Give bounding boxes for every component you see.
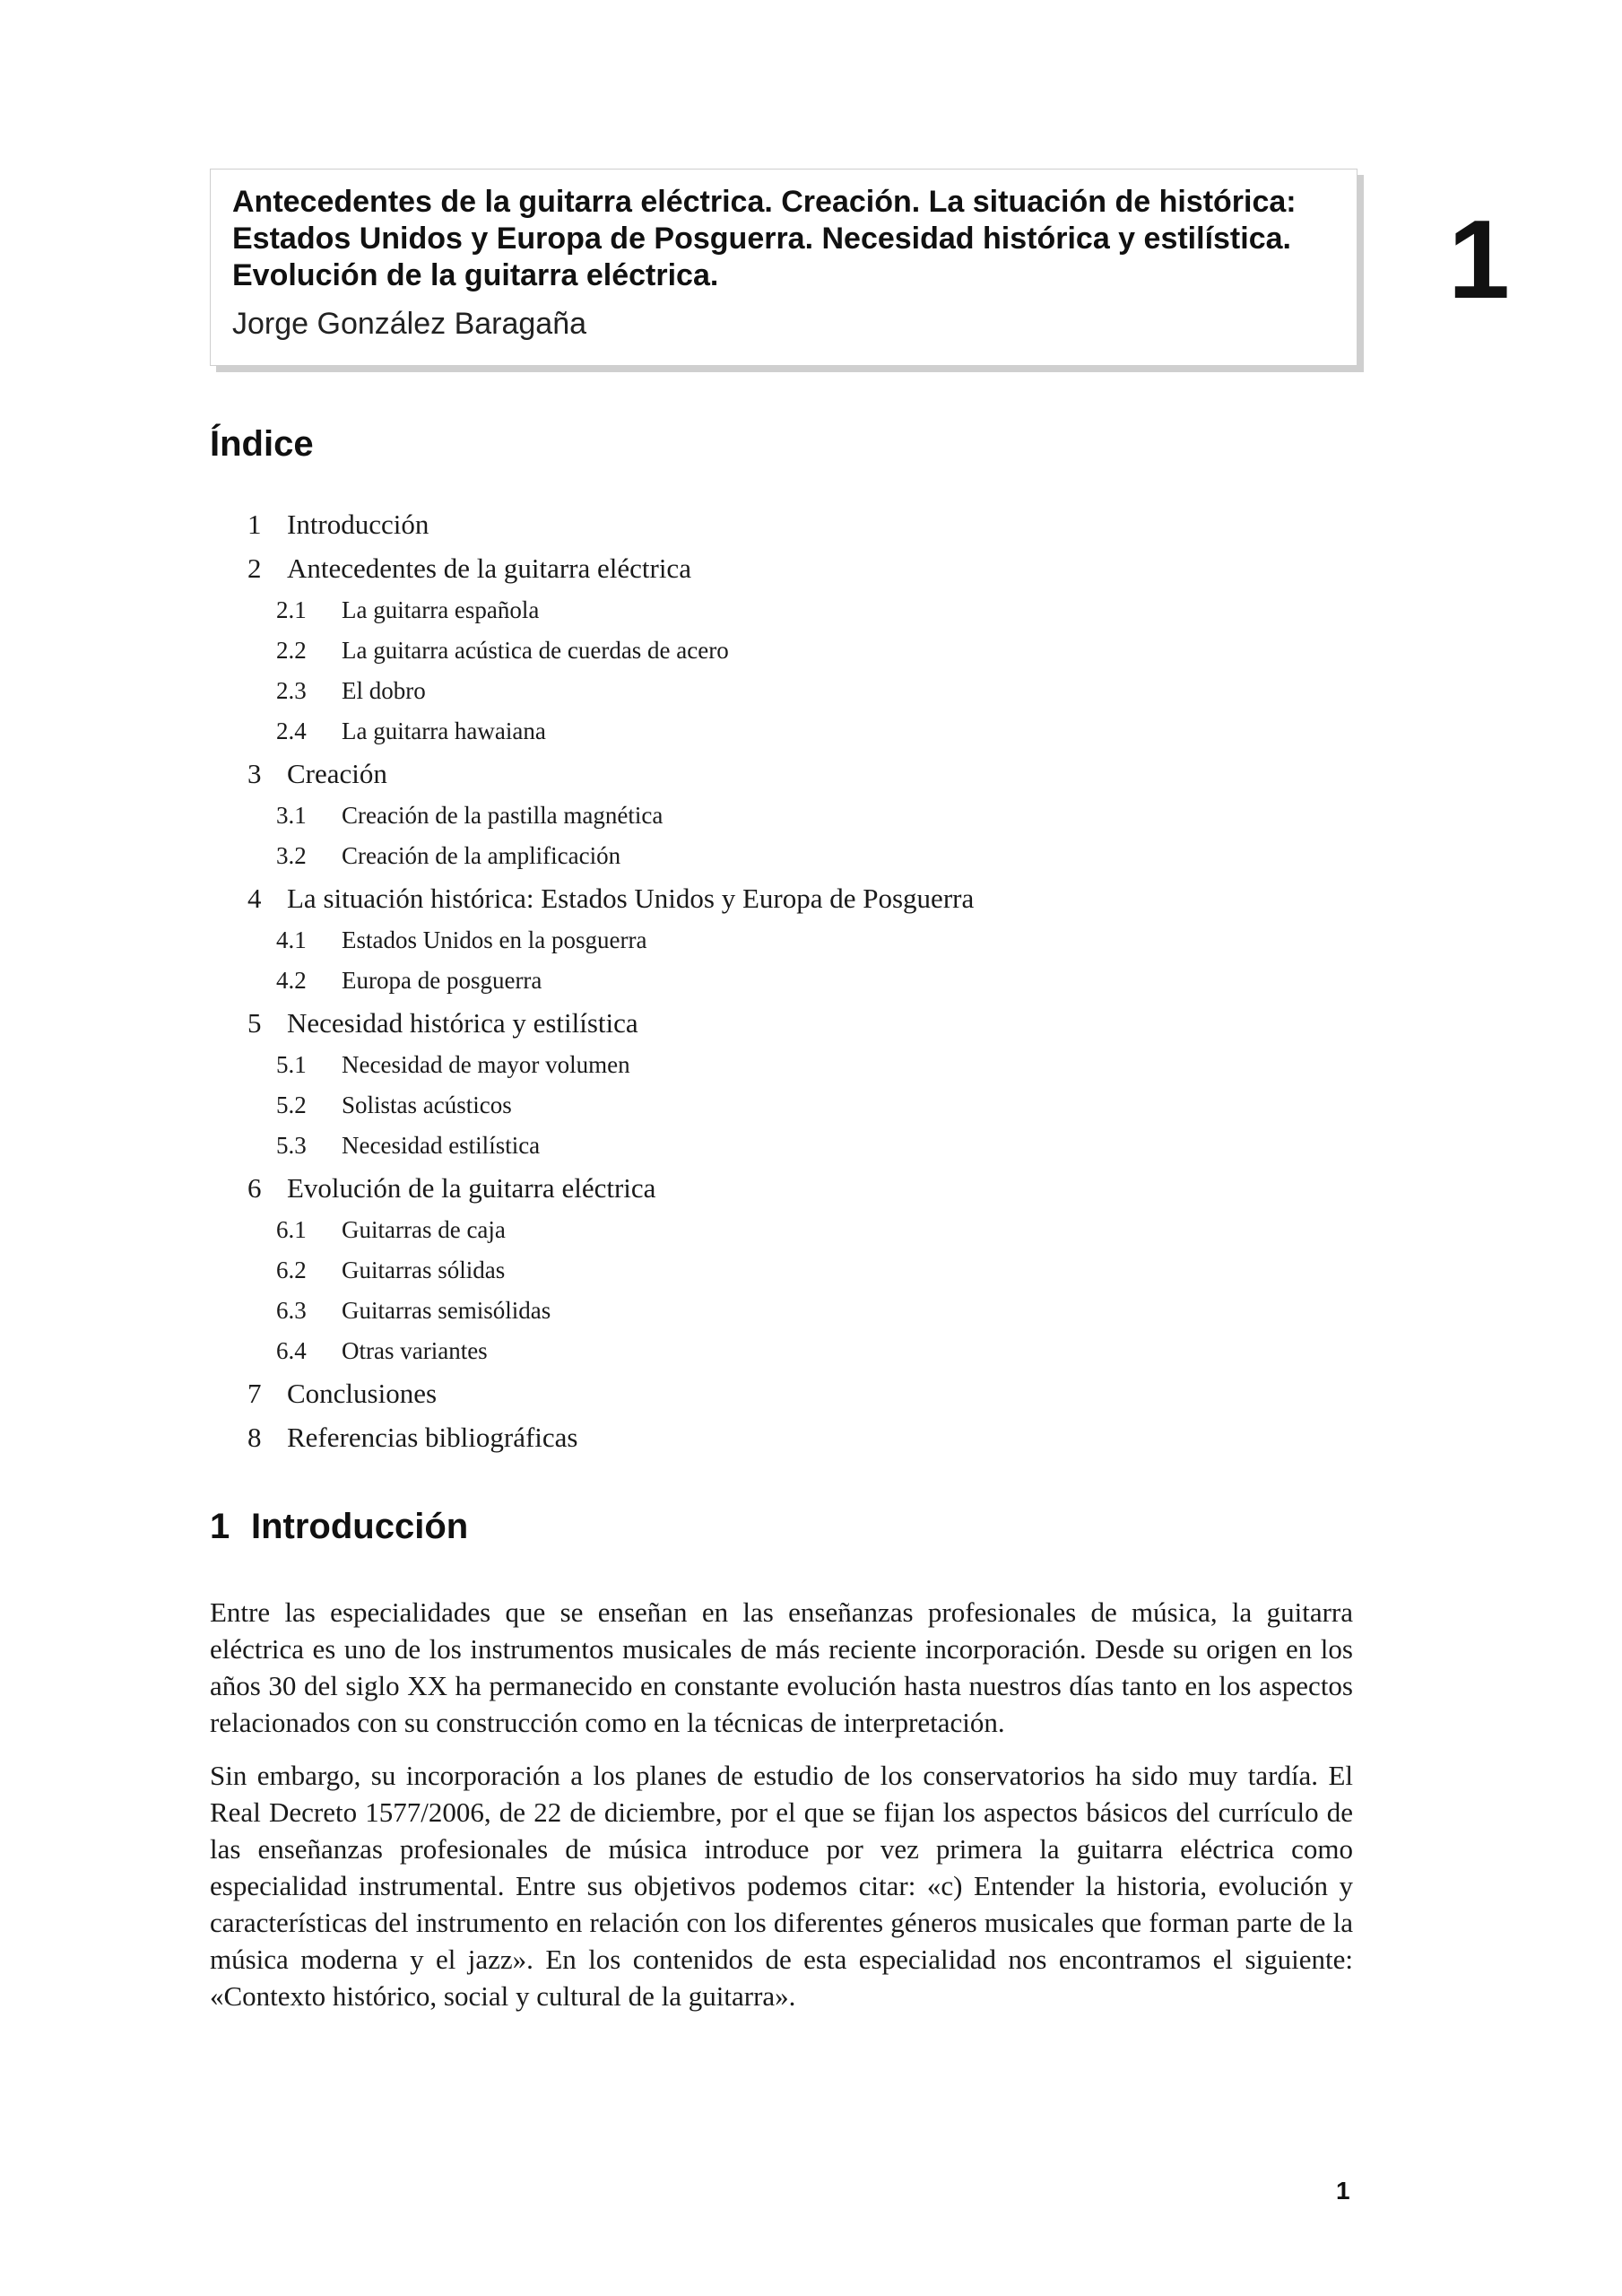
toc-entry-label: Guitarras semisólidas: [342, 1297, 551, 1324]
toc-subentry[interactable]: [247, 1210, 1413, 1250]
toc-entry-label: La situación histórica: Estados Unidos y Europa de Posguerra: [287, 883, 975, 914]
toc-entry-number: 6.3: [276, 1297, 307, 1324]
toc-entry-number: 5.1: [276, 1051, 307, 1078]
toc-subentry[interactable]: [247, 796, 1413, 836]
toc-entry-label: Antecedentes de la guitarra eléctrica: [287, 552, 691, 584]
toc-entry-label: La guitarra española: [342, 596, 540, 623]
toc-entry-number: 3: [247, 758, 262, 789]
toc-subentry[interactable]: [247, 1331, 1413, 1371]
toc-entry[interactable]: [247, 876, 1413, 920]
toc-entry-label: Creación: [287, 758, 387, 789]
toc-subentry[interactable]: [247, 631, 1413, 671]
toc-entry-label: Evolución de la guitarra eléctrica: [287, 1172, 656, 1204]
toc-entry-number: 2: [247, 552, 262, 584]
toc-entry-number: 3.2: [276, 842, 307, 869]
section-title: Introducción: [251, 1507, 469, 1546]
toc-subentry[interactable]: [247, 711, 1413, 752]
chapter-title: Antecedentes de la guitarra eléctrica. Creación. La situación de histórica: Estados Unidos y Europa de Posguerra. Necesidad histórica y estilística. Evolución de la guitarra eléctrica.: [232, 185, 1297, 292]
toc-entry-label: Creación de la amplificación: [342, 842, 621, 869]
toc-entry-label: Creación de la pastilla magnética: [342, 802, 664, 829]
toc-entry-number: 2.1: [276, 596, 307, 623]
toc-entry-label: Estados Unidos en la posguerra: [342, 926, 647, 953]
toc-entry-label: Necesidad histórica y estilística: [287, 1007, 638, 1039]
page-number: 1: [1336, 2177, 1350, 2205]
toc-entry-label: La guitarra hawaiana: [342, 718, 546, 744]
toc-entry-label: Necesidad estilística: [342, 1132, 541, 1159]
toc-entry-number: 4.2: [276, 967, 307, 994]
section-number: 1: [210, 1507, 230, 1546]
section-body: [210, 1594, 1353, 2031]
toc-entry-number: 6: [247, 1172, 262, 1204]
toc-subentry[interactable]: [247, 1085, 1413, 1126]
chapter-number: 1: [1448, 198, 1510, 322]
toc-entry-label: Referencias bibliográficas: [287, 1422, 578, 1453]
toc-entry-number: 8: [247, 1422, 262, 1453]
toc-entry-label: El dobro: [342, 677, 426, 704]
toc-subentry[interactable]: [247, 671, 1413, 711]
toc-entry-label: Necesidad de mayor volumen: [342, 1051, 630, 1078]
toc-subentry[interactable]: [247, 1045, 1413, 1085]
toc-subentry[interactable]: [247, 590, 1413, 631]
toc-subentry[interactable]: [247, 836, 1413, 876]
toc-entry-number: 5.3: [276, 1132, 307, 1159]
index-heading: Índice: [210, 424, 314, 464]
toc-entry-label: Guitarras de caja: [342, 1216, 506, 1243]
toc-entry[interactable]: [247, 502, 1413, 546]
toc-entry[interactable]: [247, 1166, 1413, 1210]
section-heading: [210, 1504, 468, 1549]
toc-entry-number: 4: [247, 883, 262, 914]
toc-entry-number: 6.1: [276, 1216, 307, 1243]
toc-entry-number: 5: [247, 1007, 262, 1039]
toc-entry-number: 6.2: [276, 1257, 307, 1283]
toc-entry[interactable]: [247, 752, 1413, 796]
toc-entry-label: Solistas acústicos: [342, 1091, 512, 1118]
toc-entry-number: 2.4: [276, 718, 307, 744]
toc-entry-number: 4.1: [276, 926, 307, 953]
toc-subentry[interactable]: [247, 1250, 1413, 1291]
toc-subentry[interactable]: [247, 1291, 1413, 1331]
toc-entry-label: Conclusiones: [287, 1378, 438, 1409]
toc-entry-number: 5.2: [276, 1091, 307, 1118]
table-of-contents: [247, 502, 1413, 1459]
toc-entry-label: Otras variantes: [342, 1337, 488, 1364]
toc-subentry[interactable]: [247, 1126, 1413, 1166]
chapter-header-box: [210, 169, 1357, 366]
toc-entry[interactable]: [247, 1371, 1413, 1415]
toc-entry[interactable]: [247, 1001, 1413, 1045]
toc-entry-label: Guitarras sólidas: [342, 1257, 506, 1283]
toc-entry-number: 3.1: [276, 802, 307, 829]
toc-entry-number: 2.2: [276, 637, 307, 664]
toc-entry-number: 1: [247, 509, 262, 540]
toc-entry-number: 6.4: [276, 1337, 307, 1364]
body-paragraph-1: Entre las especialidades que se enseñan en las enseñanzas profesionales de música, la guitarra eléctrica es uno de los instrumentos musicales de más reciente incorporación. Desde su origen en los años 30 del siglo XX ha permanecido en constante evolución hasta nuestros días tanto en los aspectos relacionados con su construcción como en la técnicas de interpretación.: [210, 1596, 1353, 1738]
toc-entry-label: Europa de posguerra: [342, 967, 542, 994]
body-paragraph-2: Sin embargo, su incorporación a los planes de estudio de los conservatorios ha sido muy tardía. El Real Decreto 1577/2006, de 22 de diciembre, por el que se fijan los aspectos básicos del currículo de las enseñanzas profesionales de música introduce por vez primera la guitarra eléctrica como especialidad instrumental. Entre sus objetivos podemos citar: «c) Entender la historia, evolución y características del instrumento en relación con los diferentes géneros musicales que forman parte de la música moderna y el jazz». En los contenidos de esta especialidad nos encontramos el siguiente: «Contexto histórico, social y cultural de la guitarra».: [210, 1760, 1353, 2012]
toc-subentry[interactable]: [247, 920, 1413, 961]
toc-entry-number: 2.3: [276, 677, 307, 704]
toc-entry[interactable]: [247, 546, 1413, 590]
toc-entry-label: Introducción: [287, 509, 429, 540]
chapter-author: Jorge González Baragaña: [232, 307, 587, 341]
toc-entry[interactable]: [247, 1415, 1413, 1459]
toc-subentry[interactable]: [247, 961, 1413, 1001]
toc-entry-label: La guitarra acústica de cuerdas de acero: [342, 637, 729, 664]
toc-entry-number: 7: [247, 1378, 262, 1409]
